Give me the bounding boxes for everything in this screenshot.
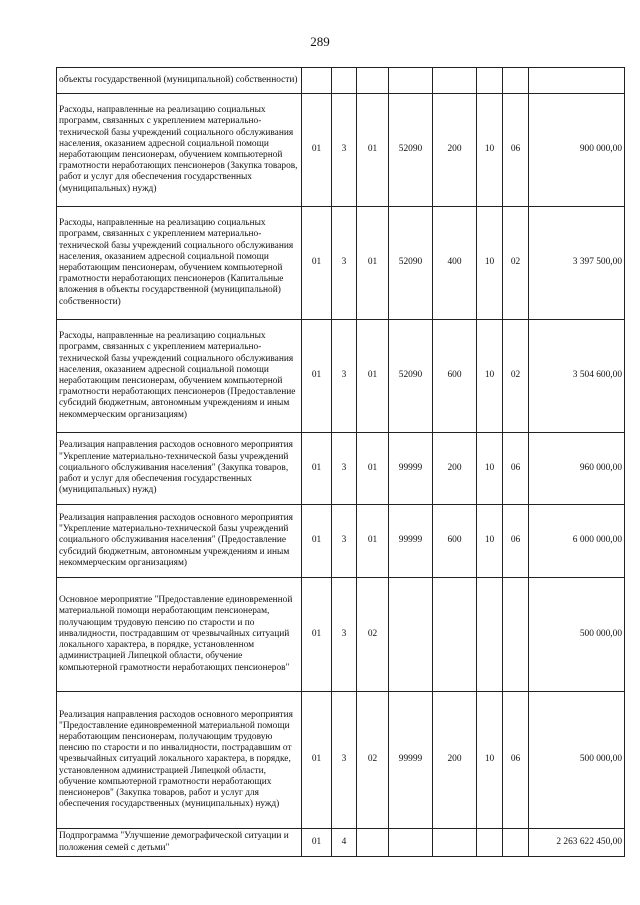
subsection-code <box>503 829 529 857</box>
amount <box>529 68 625 94</box>
row-description: Реализация направления расходов основного мероприятия "Укрепление материально-технической базы учреждений социального обслуживания населения" (Предоставление субсидий бюджетным, автономным учреждениям и иным некоммерческим организациям) <box>57 505 302 578</box>
program-code: 01 <box>302 320 332 433</box>
expense-direction-code <box>389 578 433 692</box>
program-code: 01 <box>302 94 332 207</box>
subprogram-code: 3 <box>332 94 357 207</box>
expense-type-code: 200 <box>433 433 477 505</box>
budget-table-body <box>57 68 625 857</box>
section-code: 10 <box>477 433 503 505</box>
main-event-code <box>357 829 389 857</box>
subsection-code: 06 <box>503 692 529 829</box>
row-description: Подпрограмма "Улучшение демографической ситуации и положения семей с детьми" <box>57 829 302 857</box>
expense-direction-code: 52090 <box>389 94 433 207</box>
row-description: Расходы, направленные на реализацию социальных программ, связанных с укреплением материально-технической базы учреждений социального обслуживания населения, оказанием адресной социальной помощи неработающим пенсионерам, обучением компьютерной грамотности неработающих пенсионеров (Закупка товаров, работ и услуг для обеспечения государственных (муниципальных) нужд) <box>57 94 302 207</box>
subprogram-code: 4 <box>332 829 357 857</box>
table-row <box>57 433 625 505</box>
budget-table <box>56 67 625 857</box>
main-event-code: 01 <box>357 320 389 433</box>
row-description: Реализация направления расходов основного мероприятия "Предоставление единовременной материальной помощи неработающим пенсионерам, получающим трудовую пенсию по старости и по инвалидности, пострадавшим от чрезвычайных ситуаций локального характера, в порядке, установленном администрацией Липецкой области, обучение компьютерной грамотности неработающих пенсионеров" (Закупка товаров, работ и услуг для обеспечения государственных (муниципальных) нужд) <box>57 692 302 829</box>
expense-type-code <box>433 578 477 692</box>
subprogram-code: 3 <box>332 692 357 829</box>
amount: 3 397 500,00 <box>529 207 625 320</box>
main-event-code: 02 <box>357 578 389 692</box>
expense-direction-code: 52090 <box>389 320 433 433</box>
amount: 900 000,00 <box>529 94 625 207</box>
row-description: объекты государственной (муниципальной) собственности) <box>57 68 302 94</box>
amount: 960 000,00 <box>529 433 625 505</box>
program-code: 01 <box>302 578 332 692</box>
table-row <box>57 692 625 829</box>
amount: 500 000,00 <box>529 578 625 692</box>
subsection-code: 06 <box>503 433 529 505</box>
page-number: 289 <box>310 34 330 49</box>
table-row <box>57 94 625 207</box>
amount: 500 000,00 <box>529 692 625 829</box>
section-code: 10 <box>477 505 503 578</box>
row-description: Основное мероприятие "Предоставление единовременной материальной помощи неработающим пенсионерам, получающим трудовую пенсию по старости и по инвалидности, пострадавшим от чрезвычайных ситуаций локального характера, в порядке, установленном администрацией Липецкой области, обучение компьютерной грамотности неработающих пенсионеров" <box>57 578 302 692</box>
row-description: Расходы, направленные на реализацию социальных программ, связанных с укреплением материально-технической базы учреждений социального обслуживания населения, оказанием адресной социальной помощи неработающим пенсионерам, обучением компьютерной грамотности неработающих пенсионеров (Капитальные вложения в объекты государственной (муниципальной) собственности) <box>57 207 302 320</box>
main-event-code <box>357 68 389 94</box>
program-code: 01 <box>302 692 332 829</box>
section-code: 10 <box>477 692 503 829</box>
subsection-code: 06 <box>503 505 529 578</box>
expense-type-code: 400 <box>433 207 477 320</box>
main-event-code: 01 <box>357 433 389 505</box>
expense-type-code: 200 <box>433 692 477 829</box>
main-event-code: 01 <box>357 94 389 207</box>
subprogram-code: 3 <box>332 320 357 433</box>
row-description: Реализация направления расходов основного мероприятия "Укрепление материально-технической базы учреждений социального обслуживания населения" (Закупка товаров, работ и услуг для обеспечения государственных (муниципальных) нужд) <box>57 433 302 505</box>
main-event-code: 01 <box>357 207 389 320</box>
amount: 2 263 622 450,00 <box>529 829 625 857</box>
expense-type-code: 200 <box>433 94 477 207</box>
table-row <box>57 68 625 94</box>
expense-direction-code: 99999 <box>389 505 433 578</box>
program-code: 01 <box>302 505 332 578</box>
main-event-code: 01 <box>357 505 389 578</box>
table-row <box>57 505 625 578</box>
main-event-code: 02 <box>357 692 389 829</box>
subsection-code: 02 <box>503 207 529 320</box>
row-description: Расходы, направленные на реализацию социальных программ, связанных с укреплением материально-технической базы учреждений социального обслуживания населения, оказанием адресной социальной помощи неработающим пенсионерам, обучением компьютерной грамотности неработающих пенсионеров (Предоставление субсидий бюджетным, автономным учреждениям и иным некоммерческим организациям) <box>57 320 302 433</box>
expense-type-code <box>433 829 477 857</box>
table-row <box>57 578 625 692</box>
table-row <box>57 829 625 857</box>
section-code <box>477 68 503 94</box>
subsection-code <box>503 578 529 692</box>
program-code <box>302 68 332 94</box>
table-row <box>57 207 625 320</box>
subsection-code: 02 <box>503 320 529 433</box>
expense-direction-code <box>389 829 433 857</box>
subprogram-code: 3 <box>332 578 357 692</box>
expense-direction-code: 99999 <box>389 692 433 829</box>
section-code: 10 <box>477 207 503 320</box>
section-code: 10 <box>477 320 503 433</box>
program-code: 01 <box>302 207 332 320</box>
program-code: 01 <box>302 829 332 857</box>
subprogram-code: 3 <box>332 207 357 320</box>
program-code: 01 <box>302 433 332 505</box>
table-row <box>57 320 625 433</box>
section-code <box>477 578 503 692</box>
amount: 6 000 000,00 <box>529 505 625 578</box>
subsection-code <box>503 68 529 94</box>
subsection-code: 06 <box>503 94 529 207</box>
expense-direction-code: 52090 <box>389 207 433 320</box>
section-code: 10 <box>477 94 503 207</box>
subprogram-code <box>332 68 357 94</box>
subprogram-code: 3 <box>332 433 357 505</box>
subprogram-code: 3 <box>332 505 357 578</box>
expense-direction-code: 99999 <box>389 433 433 505</box>
expense-direction-code <box>389 68 433 94</box>
expense-type-code: 600 <box>433 320 477 433</box>
section-code <box>477 829 503 857</box>
expense-type-code <box>433 68 477 94</box>
expense-type-code: 600 <box>433 505 477 578</box>
amount: 3 504 600,00 <box>529 320 625 433</box>
